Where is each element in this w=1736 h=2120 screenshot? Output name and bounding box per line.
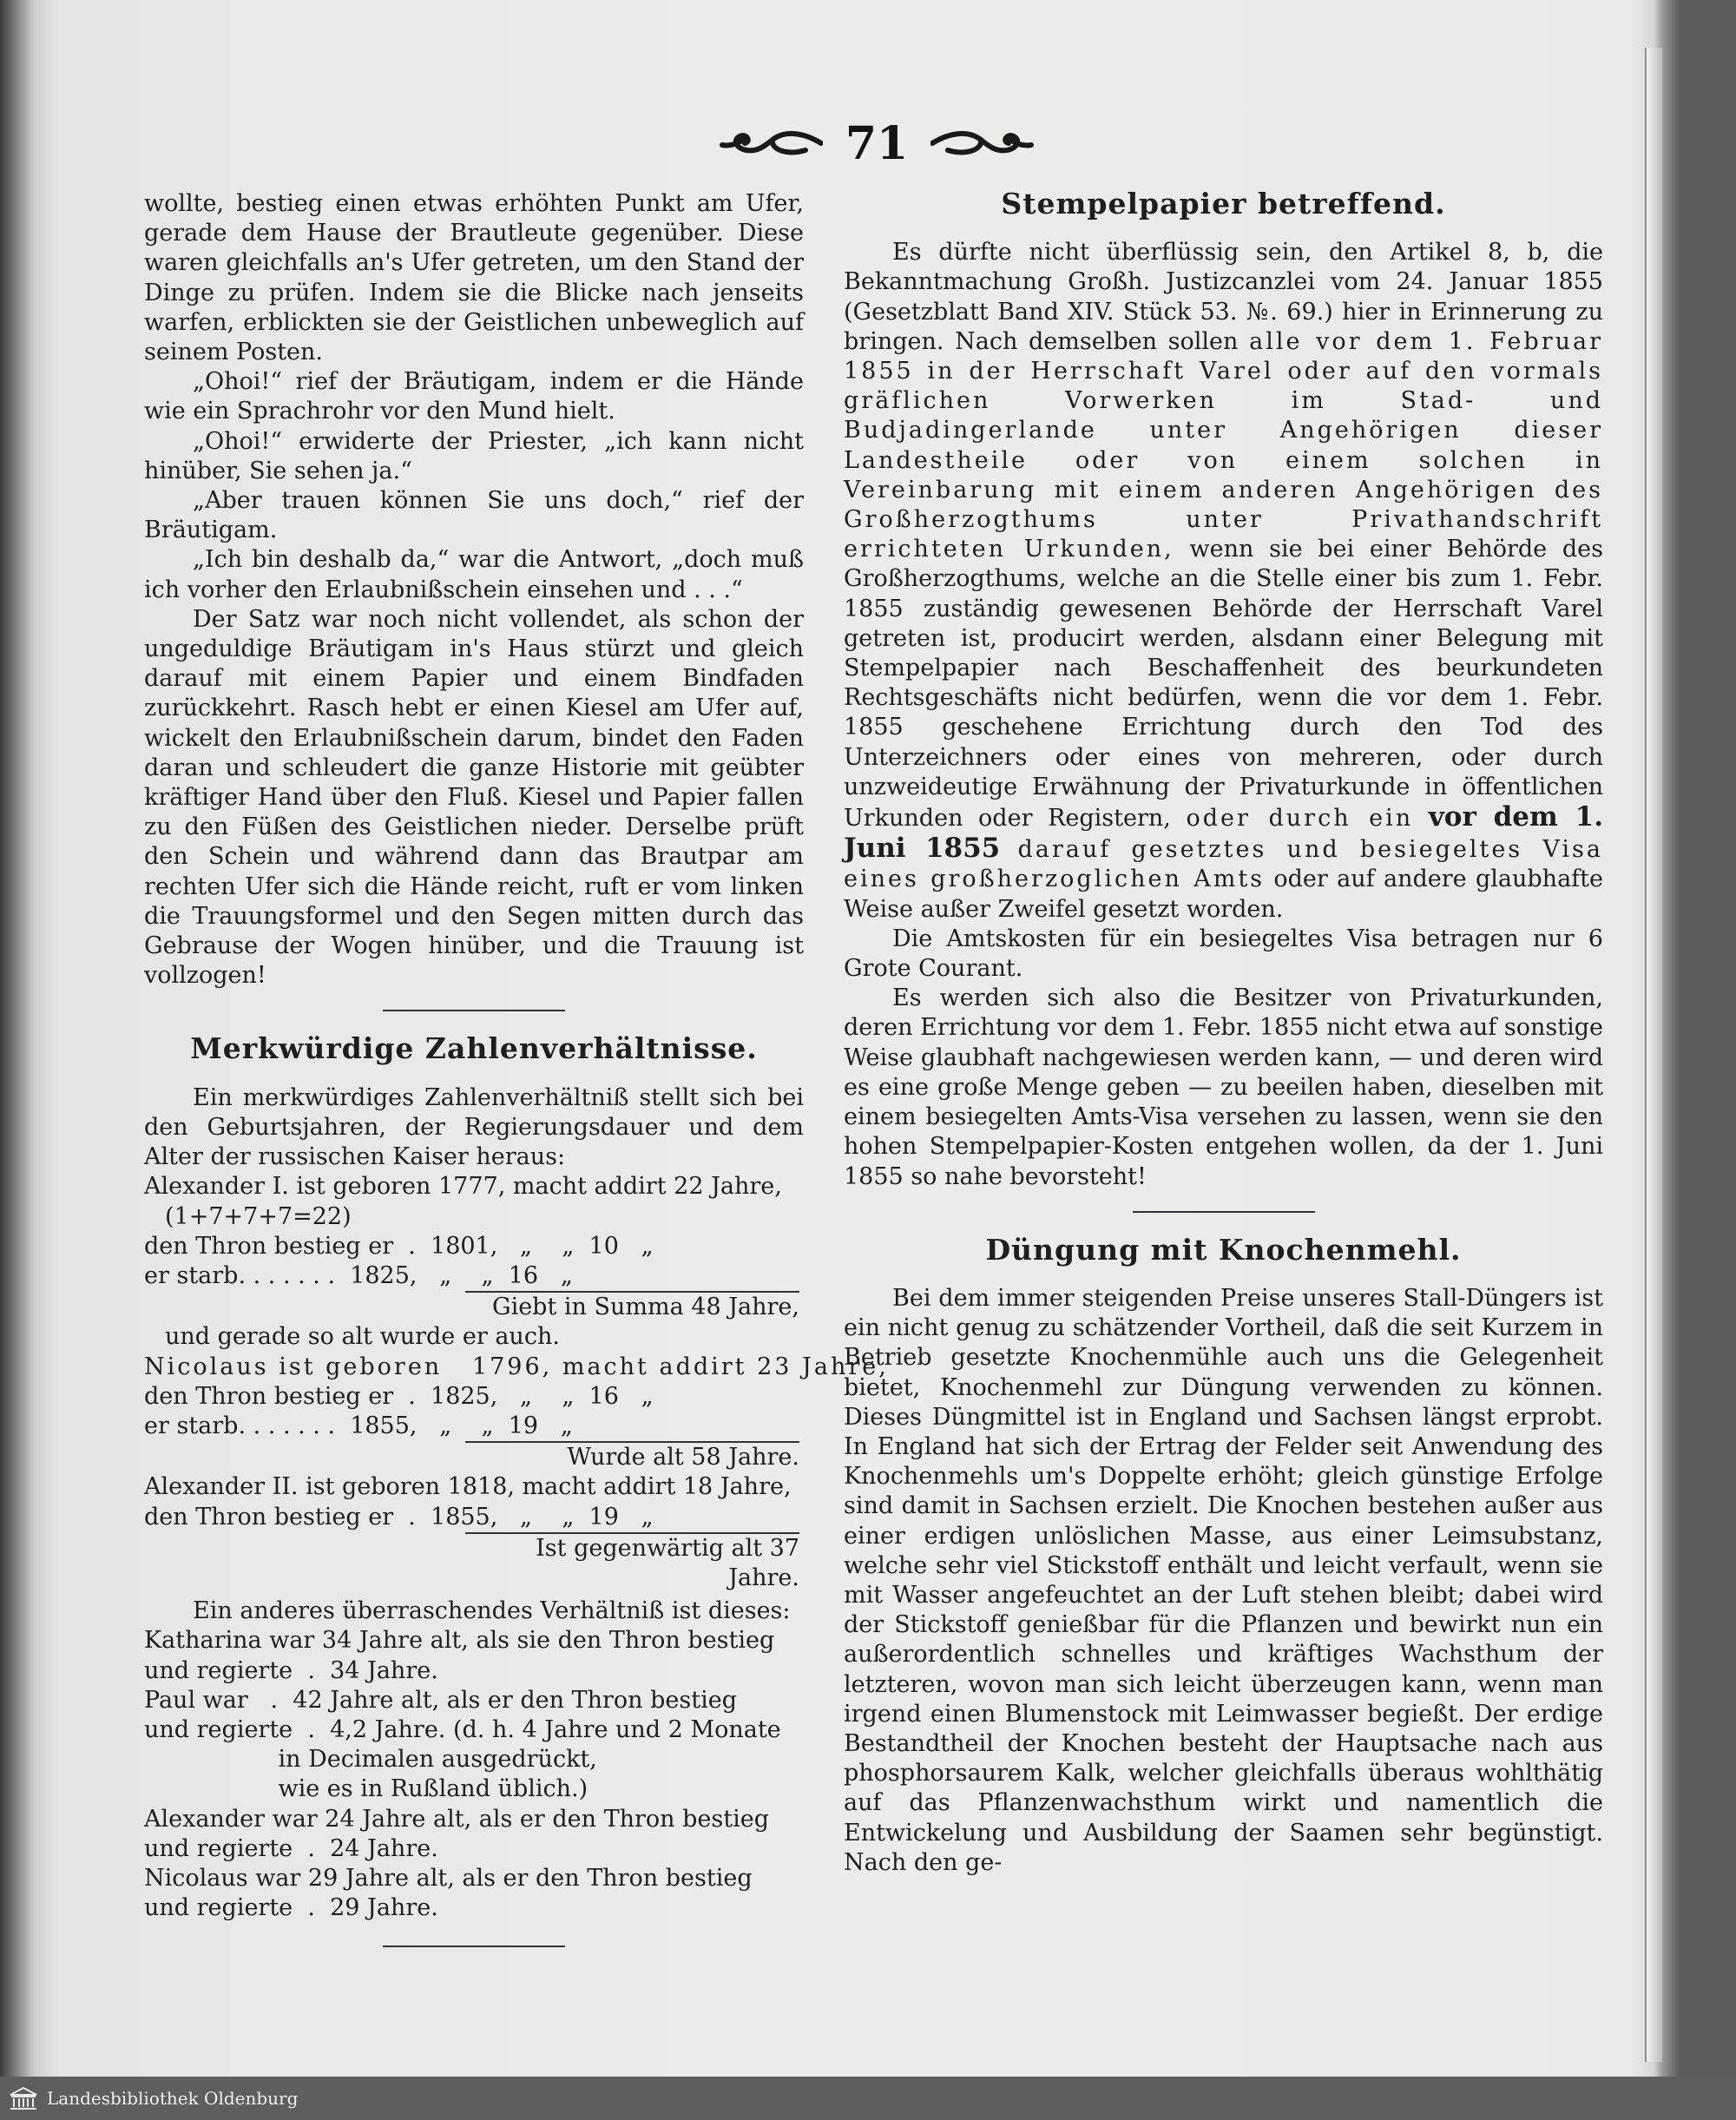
calc-sum: Giebt in Summa 48 Jahre,: [465, 1291, 799, 1322]
library-name: Landesbibliothek Oldenburg: [47, 2088, 299, 2109]
library-footer-bar: [0, 2077, 1736, 2120]
second-intro: Ein anderes überraschendes Verhältniß ist dieses:: [193, 1597, 791, 1625]
stempel-paragraph: Es werden sich also die Besitzer von Privaturkunden, deren Errichtung vor dem 1. Febr. 1855 nicht etwa auf sonstige Weise glaubhaft nachgewiesen werden kann, — und deren wird es eine große Menge geben — zu beeilen haben, dieselben mit einem besiegelten Amts-Visa versehen zu lassen, wenn sie den hohen Stempelpapier-Kosten entgehen wollen, da der 1. Juni 1855 so nahe bevorsteht!: [844, 984, 1603, 1190]
left-column: [144, 189, 889, 1970]
page-number: 71: [845, 116, 909, 170]
calc-line: er starb. . . . . . . 1855, „ „ 19 „: [144, 1412, 573, 1439]
left-ornament-icon: [719, 126, 823, 161]
section-heading-stempelpapier: Stempelpapier betreffend.: [1001, 187, 1446, 221]
reign-comparison: [144, 1626, 804, 1923]
stempel-paragraph: Die Amtskosten für ein besiegeltes Visa betragen nur 6 Grote Courant.: [844, 925, 1603, 983]
stempel-text-spaced: darauf gesetztes und besiegeltes Visa eines großherzoglichen Amts: [844, 836, 1603, 893]
story-paragraph: wollte, bestieg einen etwas erhöhten Punkt am Ufer, gerade dem Hause der Brautleute gegenüber. Diese waren gleichfalls an's Ufer getreten, um den Stand der Dinge zu prüfen. Indem sie die Blicke nach jenseits warfen, erblickten sie der Geistlichen unbeweglich auf seinem Posten.: [144, 190, 804, 366]
reign-line: und regierte . 34 Jahre.: [144, 1656, 438, 1684]
right-column: [844, 189, 1603, 1878]
reign-line: Alexander war 24 Jahre alt, als er den Thron bestieg: [144, 1805, 770, 1833]
alexander-ii-calculation: [144, 1472, 804, 1593]
reign-line: Katharina war 34 Jahre alt, als sie den Thron bestieg: [144, 1627, 775, 1655]
stempel-text-spaced: oder durch ein: [1186, 805, 1414, 833]
reign-line: und regierte . 29 Jahre.: [144, 1894, 438, 1922]
right-ornament-icon: [930, 126, 1035, 161]
page-header: [677, 115, 1076, 172]
calc-line: (1+7+7+7=22): [165, 1202, 352, 1230]
reign-line: in Decimalen ausgedrückt,: [144, 1746, 597, 1774]
story-paragraph: „Ohoi!“ erwiderte der Priester, „ich kann nicht hinüber, Sie sehen ja.“: [144, 427, 804, 484]
calc-sum: Wurde alt 58 Jahre.: [465, 1441, 799, 1472]
stempel-text: Es dürfte nicht überflüssig sein, den Artikel 8, b, die Bekanntmachung Großh. Justizcanzlei vom 24. Januar 1855 (Gesetzblatt Band XIV. Stück 53. №. 69.) hier in Erinnerung zu bringen. Nach demselben sollen: [844, 239, 1603, 355]
calc-sum: Ist gegenwärtig alt 37 Jahre.: [465, 1532, 799, 1593]
calc-line: Alexander II. ist geboren 1818, macht addirt 18 Jahre,: [144, 1473, 792, 1501]
story-paragraph: Der Satz war noch nicht vollendet, als schon der ungeduldige Bräutigam in's Haus stürzt und gleich darauf mit einem Papier und einem Bindfaden zurückkehrt. Rasch hebt er einen Kiesel am Ufer auf, wickelt den Erlaubnißschein darum, bindet den Faden daran und schleudert die ganze Historie mit geübter kräftiger Hand über den Fluß. Kiesel und Papier fallen zu den Füßen des Geistlichen nieder. Derselbe prüft den Schein und während dann das Brautpar am rechten Ufer sich die Hände reicht, ruft er vom linken die Trauungsformel und den Segen mitten durch das Gebrause der Wogen hinüber, und die Trauung ist vollzogen!: [144, 605, 804, 990]
reign-line: und regierte . 24 Jahre.: [144, 1834, 438, 1862]
section-heading-zahlen: Merkwürdige Zahlenverhältnisse.: [190, 1031, 758, 1066]
reign-line: Nicolaus war 29 Jahre alt, als er den Thron bestieg: [144, 1864, 753, 1892]
stempel-deadline: vor dem 1. Juni 1855: [844, 801, 1603, 865]
stempel-text-spaced: alle vor dem 1. Februar 1855 in der Herrschaft Varel oder auf den vormals gräflichen Vorwerken im Stad- und Budjadingerlande unter Angehörigen dieser Landestheile oder von einem solchen in Vereinbarung mit einem anderen Angehörigen des Großherzogthums unter Privathandschrift errichteten Urkunden,: [844, 327, 1603, 563]
stempel-paragraph: [844, 238, 1603, 925]
section-divider: [1133, 1211, 1315, 1213]
calc-line: Alexander I. ist geboren 1777, macht addirt 22 Jahre,: [144, 1173, 782, 1201]
stempel-text: oder auf andere glaubhafte Weise außer Zweifel gesetzt worden.: [844, 866, 1603, 923]
calc-line: er starb. . . . . . . 1825, „ „ 16 „: [144, 1261, 573, 1289]
calc-line: und gerade so alt wurde er auch.: [165, 1323, 560, 1351]
section-heading-duengung: Düngung mit Knochenmehl.: [985, 1232, 1462, 1267]
duengung-paragraph: Bei dem immer steigenden Preise unseres Stall-Düngers ist ein nicht genug zu schätzender Vortheil, daß die seit Kurzem in Betrieb gesetzte Knochenmühle auch uns die Gelegenheit bietet, Knochenmehl zur Düngung verwenden zu können. Dieses Düngmittel ist in England und Sachsen längst erprobt. In England hat sich der Ertrag der Felder seit Anwendung des Knochenmehls um's Doppelte erhöht; gleich günstige Erfolge sind damit in Sachsen erzielt. Die Knochen bestehen außer aus einer erdigen unlöslichen Masse, aus einer Leimsubstanz, welche sehr viel Stickstoff enthält und leicht verfault, wenn sie mit Wasser angefeuchtet an der Luft stehen bleibt; dabei wird der Stickstoff genießbar für die Pflanzen und bewirkt nun ein außerordentlich schnelles und kräftiges Wachsthum der letzteren, wovon man sich leicht überzeugen kann, wenn man irgend einen Blumenstock mit Leimwasser begießt. Der erdige Bestandtheil der Knochen besteht der Hauptsache nach aus phosphorsaurem Kalk, welcher gleichfalls überaus wohlthätig auf das Pflanzenwachsthum wirkt und namentlich die Entwickelung und Ausbildung der Saamen sehr begünstigt. Nach den ge-: [844, 1284, 1603, 1876]
reign-line: wie es in Rußland üblich.): [144, 1775, 589, 1803]
nicolaus-calculation: [144, 1353, 889, 1473]
alexander-i-calculation: [144, 1172, 804, 1352]
story-paragraph: „Ohoi!“ rief der Bräutigam, indem er die Hände wie ein Sprachrohr vor den Mund hielt.: [144, 368, 804, 425]
page-edge: [1645, 48, 1662, 2062]
section-divider: [383, 1010, 565, 1011]
intro-paragraph: Ein merkwürdiges Zahlenverhältniß stellt sich bei den Geburtsjahren, der Regierungsdauer und dem Alter der russischen Kaiser heraus:: [144, 1083, 804, 1171]
story-paragraph: „Aber trauen können Sie uns doch,“ rief der Bräutigam.: [144, 487, 804, 544]
calc-line: Nicolaus ist geboren 1796, macht addirt 23 Jahre,: [144, 1353, 889, 1380]
calc-line: den Thron bestieg er . 1825, „ „ 16 „: [144, 1382, 654, 1410]
section-divider: [383, 1946, 565, 1947]
calc-line: den Thron bestieg er . 1855, „ „ 19 „: [144, 1503, 654, 1531]
reign-line: und regierte . 4,2 Jahre. (d. h. 4 Jahre und 2 Monate: [144, 1715, 781, 1743]
library-building-icon: [9, 2086, 38, 2110]
stempel-text: wenn sie bei einer Behörde des Großherzogthums, welche an die Stelle einer bis zum 1. Febr. 1855 zuständig gewesenen Behörde der Herrschaft Varel getreten ist, producirt werden, alsdann einer Belegung mit Stempelpapier nach Beschaffenheit des beurkundeten Rechtsgeschäfts nicht bedürfen, wenn die vor dem 1. Febr. 1855 geschehene Errichtung durch den Tod des Unterzeichners oder eines von mehreren, oder durch unzweideutige Erwähnung der Privaturkunde in öffentlichen Urkunden oder Registern,: [844, 536, 1603, 833]
book-page: [104, 0, 1641, 2077]
reign-line: Paul war . 42 Jahre alt, als er den Thron bestieg: [144, 1686, 738, 1714]
calc-line: den Thron bestieg er . 1801, „ „ 10 „: [144, 1232, 654, 1260]
story-paragraph: „Ich bin deshalb da,“ war die Antwort, „doch muß ich vorher den Erlaubnißschein einsehen und . . .“: [144, 546, 804, 603]
